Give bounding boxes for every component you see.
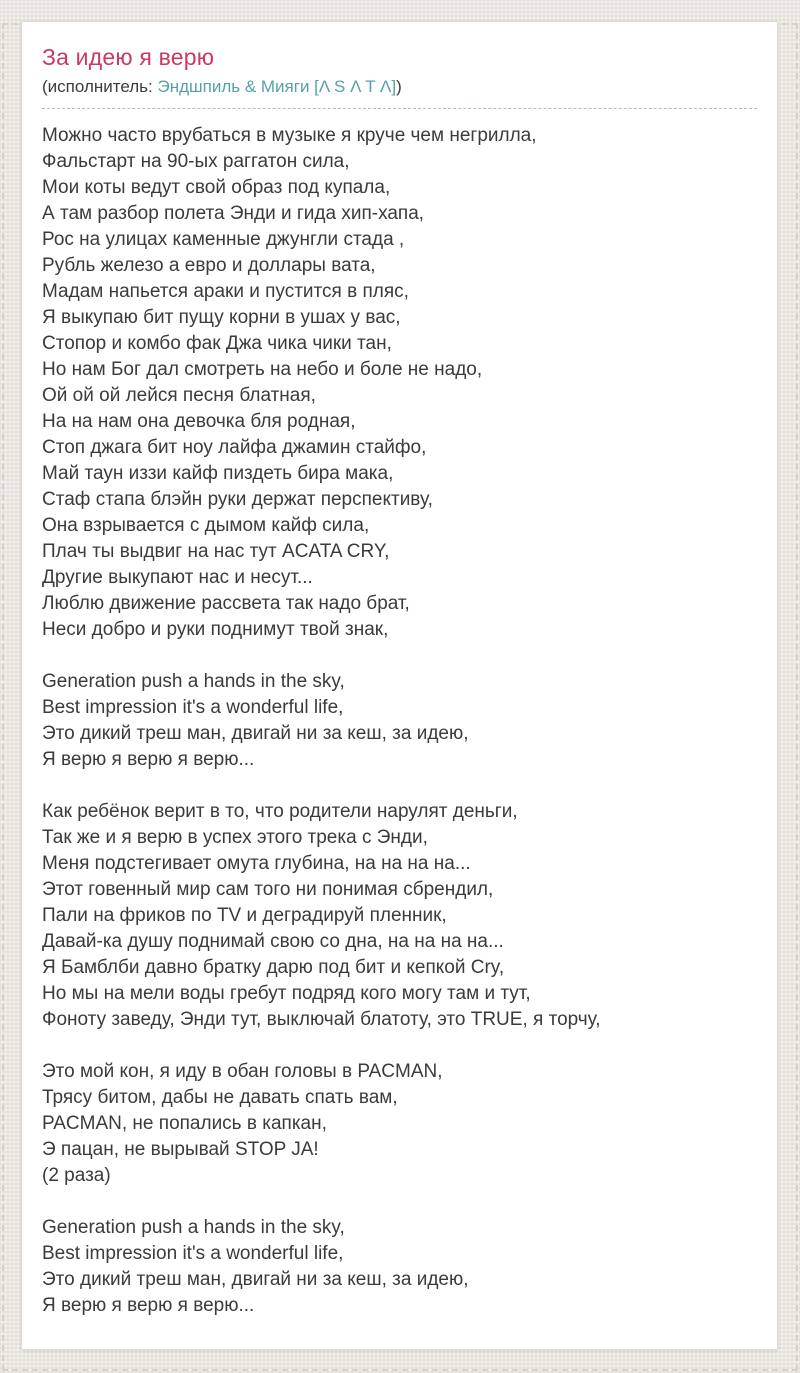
lyric-line: Фальстарт на 90-ых раггатон сила, (42, 151, 350, 172)
lyric-line: Давай-ка душу поднимай свою со дна, на на на на... (42, 931, 504, 952)
lyric-line: Стопор и комбо фак Джа чика чики тан, (42, 333, 392, 354)
lyric-line: Я верю я верю я верю... (42, 749, 255, 770)
lyrics-stanza (42, 1059, 757, 1189)
lyric-line: Ой ой ой лейся песня блатная, (42, 385, 316, 406)
lyric-line: Но нам Бог дал смотреть на небо и боле не надо, (42, 359, 483, 380)
lyrics-stanza (42, 799, 757, 1033)
lyrics-card (21, 21, 778, 1350)
lyric-line: Это дикий треш ман, двигай ни за кеш, за идею, (42, 723, 469, 744)
lyric-line: Я верю я верю я верю... (42, 1295, 255, 1316)
lyric-line: Generation push a hands in the sky, (42, 671, 345, 692)
song-title: За идею я верю (42, 44, 215, 70)
lyric-line: (2 раза) (42, 1165, 111, 1186)
lyric-line: На на нам она девочка бля родная, (42, 411, 356, 432)
lyric-line: Best impression it's a wonderful life, (42, 1243, 344, 1264)
lyric-line: Так же и я верю в успех этого трека с Энди, (42, 827, 428, 848)
lyric-line: Стоп джага бит ноу лайфа джамин стайфо, (42, 437, 427, 458)
page-background (0, 21, 800, 1373)
artist-label: (исполнитель: (42, 77, 158, 96)
lyric-line: Неси добро и руки поднимут твой знак, (42, 619, 389, 640)
artist-line (42, 74, 757, 109)
lyric-line: Э пацан, не вырывай STOP JA! (42, 1139, 319, 1160)
lyric-line: Generation push a hands in the sky, (42, 1217, 345, 1238)
lyric-line: PACMAN, не попались в капкан, (42, 1113, 327, 1134)
lyrics-stanza (42, 669, 757, 773)
lyric-line: Май таун иззи кайф пиздеть бира мака, (42, 463, 394, 484)
lyric-line: Она взрывается с дымом кайф сила, (42, 515, 370, 536)
lyric-line: Но мы на мели воды гребут подряд кого могу там и тут, (42, 983, 531, 1004)
lyric-line: Мадам напьется араки и пустится в пляс, (42, 281, 409, 302)
lyric-line: Рос на улицах каменные джунгли стада , (42, 229, 405, 250)
lyrics-text (42, 123, 757, 1319)
lyric-line: Best impression it's a wonderful life, (42, 697, 344, 718)
lyric-line: Стаф стапа блэйн руки держат перспективу, (42, 489, 433, 510)
artist-label-close: ) (396, 77, 402, 96)
lyric-line: Другие выкупают нас и несут... (42, 567, 313, 588)
lyric-line: Это мой кон, я иду в обан головы в PACMAN, (42, 1061, 443, 1082)
lyric-line: Меня подстегивает омута глубина, на на на на... (42, 853, 471, 874)
lyric-line: Пали на фриков по TV и деградируй пленник, (42, 905, 447, 926)
lyric-line: Люблю движение рассвета так надо брат, (42, 593, 410, 614)
lyric-line: Этот говенный мир сам того ни понимая сбрендил, (42, 879, 494, 900)
lyric-line: А там разбор полета Энди и гида хип-хапа, (42, 203, 425, 224)
lyric-line: Я выкупаю бит пущу корни в ушах у вас, (42, 307, 401, 328)
lyric-line: Я Бамблби давно братку дарю под бит и кепкой Cry, (42, 957, 505, 978)
lyric-line: Мои коты ведут свой образ под купала, (42, 177, 391, 198)
lyric-line: Это дикий треш ман, двигай ни за кеш, за идею, (42, 1269, 469, 1290)
lyric-line: Как ребёнок верит в то, что родители нарулят деньги, (42, 801, 518, 822)
lyric-line: Можно часто врубаться в музыке я круче чем негрилла, (42, 125, 537, 146)
lyric-line: Рубль железо а евро и доллары вата, (42, 255, 376, 276)
lyrics-stanza (42, 123, 757, 643)
lyric-line: Трясу битом, дабы не давать спать вам, (42, 1087, 398, 1108)
lyric-line: Фоноту заведу, Энди тут, выключай блатоту, это TRUE, я торчу, (42, 1009, 601, 1030)
lyric-line: Плач ты выдвиг на нас тут ACATA CRY, (42, 541, 390, 562)
artist-link[interactable]: Эндшпиль & Мияги [Λ S Λ T Λ] (157, 77, 397, 96)
lyrics-stanza (42, 1215, 757, 1319)
